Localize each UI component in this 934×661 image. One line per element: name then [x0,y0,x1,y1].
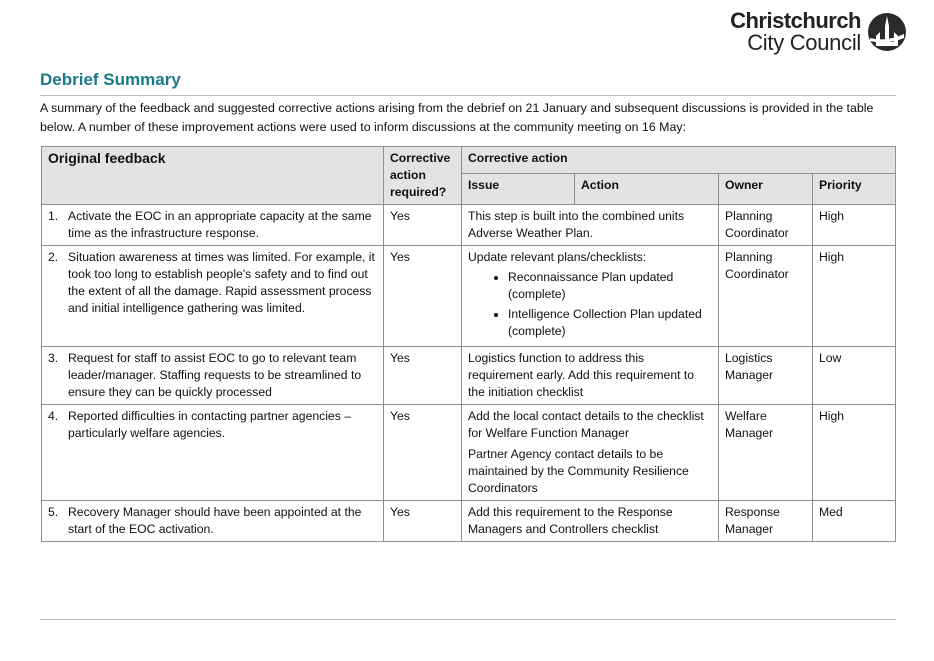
header-owner: Owner [719,173,813,204]
issue-action-cell [462,405,719,501]
cathedral-logo-icon [867,12,907,52]
intro-paragraph: A summary of the feedback and suggested corrective actions arising from the debrief on 21 January and subsequent discussions is provided in the table below. A number of these improvement actions were used to inform discussions at the community meeting on 16 May: [40,101,874,134]
priority-cell: Med [813,501,896,542]
owner-cell: Response Manager [719,501,813,542]
list-item: • Intelligence Collection Plan updated (complete) [508,306,712,340]
header-priority: Priority [813,173,896,204]
required-cell: Yes [384,347,462,405]
priority-cell: High [813,205,896,246]
header-corrective-action: Corrective action [462,147,896,174]
feedback-cell [42,347,384,405]
list-item: • Reconnaissance Plan updated (complete) [508,269,712,303]
row-number: 5. [48,505,59,519]
council-logo [730,10,907,54]
feedback-text: Reported difficulties in contacting partner agencies – particularly welfare agencies. [68,409,351,440]
issue-action-cell [462,246,719,347]
header-original-feedback: Original feedback [42,147,384,205]
header-issue: Issue [462,173,575,204]
priority-cell: High [813,246,896,347]
feedback-text: Activate the EOC in an appropriate capacity at the same time as the infrastructure response. [68,209,372,240]
required-cell: Yes [384,405,462,501]
table-row [42,246,896,347]
required-cell: Yes [384,205,462,246]
logo-line-2: City Council [747,30,861,55]
owner-cell: Planning Coordinator [719,246,813,347]
bullet-list [468,269,712,340]
logo-line-1: Christchurch [730,8,861,33]
debrief-table [41,146,896,542]
owner-cell: Welfare Manager [719,405,813,501]
row-number: 3. [48,351,59,365]
issue-action-cell: Add this requirement to the Response Managers and Controllers checklist [462,501,719,542]
feedback-text: Recovery Manager should have been appointed at the start of the EOC activation. [68,505,362,536]
page-title: Debrief Summary [40,70,181,89]
logo-text [730,10,861,54]
owner-cell: Planning Coordinator [719,205,813,246]
feedback-cell [42,205,384,246]
row-number: 2. [48,250,59,264]
issue-action-cell: Logistics function to address this requirement early. Add this requirement to the initiation checklist [462,347,719,405]
feedback-text: Situation awareness at times was limited. For example, it took too long to establish people's safety and to find out the extent of all the damage. Rapid assessment process and initial intelligence gathering was limited. [68,250,375,315]
feedback-text: Request for staff to assist EOC to go to relevant team leader/manager. Staffing requests to be streamlined to ensure they can be quickly processed [68,351,362,399]
owner-cell: Logistics Manager [719,347,813,405]
priority-cell: Low [813,347,896,405]
feedback-cell [42,501,384,542]
footer-divider [40,619,896,620]
feedback-cell [42,405,384,501]
issue-action-cell: This step is built into the combined units Adverse Weather Plan. [462,205,719,246]
header-action: Action [575,173,719,204]
table-row [42,405,896,501]
table-header-row [42,147,896,174]
table-row [42,501,896,542]
table-row [42,205,896,246]
required-cell: Yes [384,501,462,542]
issue-action-text: Add the local contact details to the checklist for Welfare Function Manager [468,409,704,440]
row-number: 4. [48,409,59,423]
required-cell: Yes [384,246,462,347]
table-row [42,347,896,405]
issue-action-text-2: Partner Agency contact details to be maintained by the Community Resilience Coordinators [468,447,689,495]
feedback-cell [42,246,384,347]
title-divider [40,95,896,96]
issue-action-text: Update relevant plans/checklists: [468,250,647,264]
header-corrective-required: Corrective action required? [384,147,462,205]
priority-cell: High [813,405,896,501]
row-number: 1. [48,209,59,223]
